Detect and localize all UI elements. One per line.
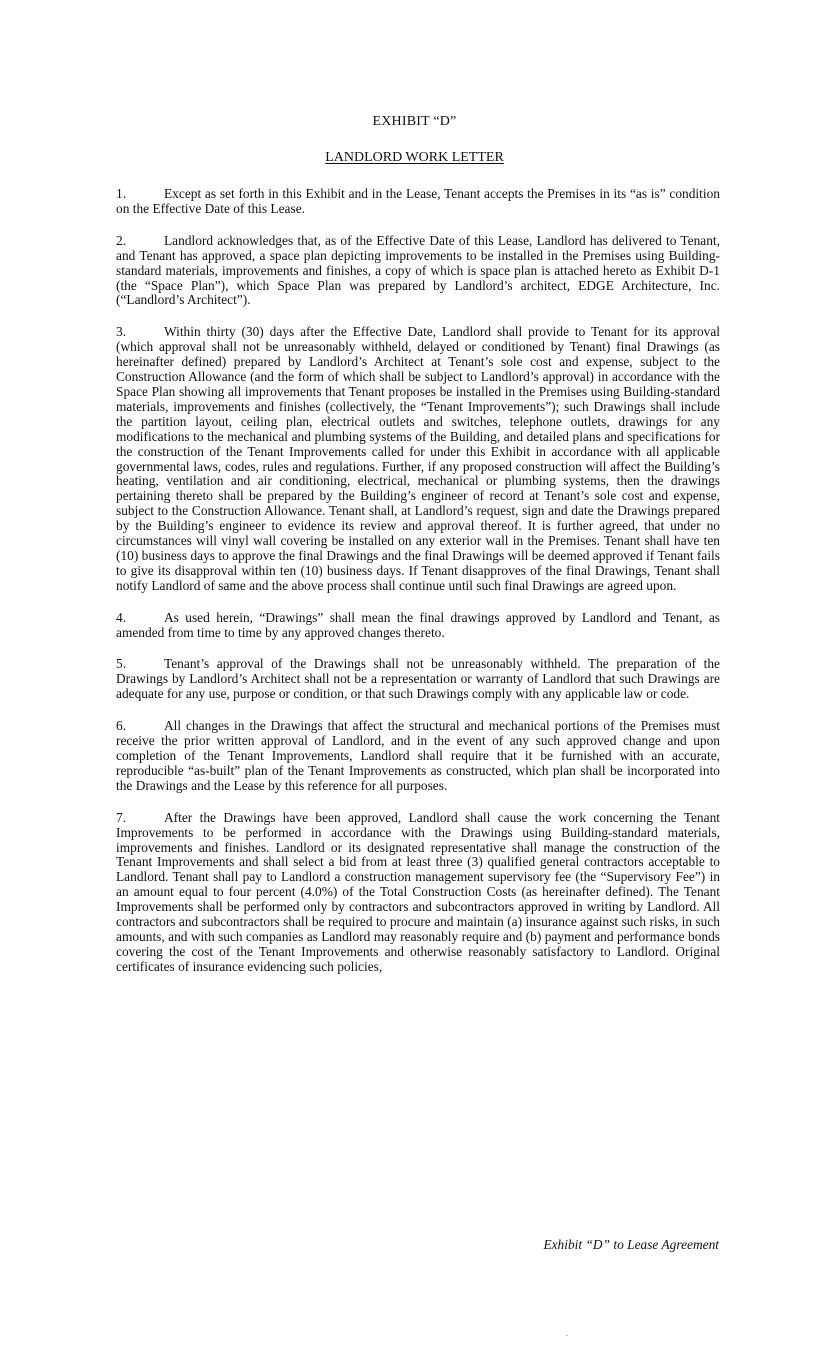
paragraph-text: All changes in the Drawings that affect the structural and mechanical portions of the Premises must receive the prior written approval of Landlord, and in the event of any such approved change and upon completion of the Tenant Improvements, Landlord shall require that it be furnished with an accurate, reproducible “as-built” plan of the Tenant Improvements as constructed, which plan shall be incorporated into the Drawings and the Lease by this reference for all purposes. bbox=[116, 718, 720, 793]
paragraph-4 bbox=[116, 611, 720, 641]
document-subtitle bbox=[0, 150, 829, 166]
scan-speck bbox=[566, 1335, 568, 1336]
paragraph-text: Except as set forth in this Exhibit and in the Lease, Tenant accepts the Premises in its “as is” condition on the Effective Date of this Lease. bbox=[116, 186, 720, 216]
paragraph-3 bbox=[116, 325, 720, 593]
paragraph-number: 7. bbox=[116, 809, 127, 825]
paragraph-5 bbox=[116, 657, 720, 702]
paragraph-text: Tenant’s approval of the Drawings shall not be unreasonably withheld. The preparation of the Drawings by Landlord’s Architect shall not be a representation or warranty of Landlord that such Drawings are adequate for any use, purpose or condition, or that such Drawings comply with any applicable law or code. bbox=[116, 656, 720, 702]
paragraph-6 bbox=[116, 719, 720, 794]
paragraph-text: Landlord acknowledges that, as of the Effective Date of this Lease, Landlord has delivered to Tenant, and Tenant has approved, a space plan depicting improvements to be installed in the Premises using Building-standard materials, improvements and finishes, a copy of which is space plan is attached hereto as Exhibit D-1 (the “Space Plan”), which Space Plan was prepared by Landlord’s architect, EDGE Architecture, Inc. (“Landlord’s Architect”). bbox=[116, 232, 720, 308]
paragraph-2 bbox=[116, 234, 720, 309]
document-body bbox=[116, 187, 720, 992]
paragraph-number: 2. bbox=[116, 232, 127, 248]
paragraph-1 bbox=[116, 187, 720, 217]
paragraph-number: 4. bbox=[116, 609, 127, 625]
paragraph-number: 5. bbox=[116, 656, 127, 672]
paragraph-text: As used herein, “Drawings” shall mean the final drawings approved by Landlord and Tenant, as amended from time to time by any approved changes thereto. bbox=[116, 609, 720, 640]
paragraph-number: 1. bbox=[116, 186, 127, 201]
paragraph-number: 3. bbox=[116, 324, 127, 340]
paragraph-7 bbox=[116, 811, 720, 975]
subtitle-text: LANDLORD WORK LETTER bbox=[325, 150, 504, 165]
paragraph-text: After the Drawings have been approved, Landlord shall cause the work concerning the Tenant Improvements to be performed in accordance with the Drawings using Building-standard materials, improvements and finishes. Landlord or its designated representative shall manage the construction of the Tenant Improvements and shall select a bid from at least three (3) qualified general contractors acceptable to Landlord. Tenant shall pay to Landlord a construction management supervisory fee (the “Supervisory Fee”) in an amount equal to four percent (4.0%) of the Total Construction Costs (as hereinafter defined). The Tenant Improvements shall be performed only by contractors and subcontractors approved in writing by Landlord. All contractors and subcontractors shall be required to procure and maintain (a) insurance against such risks, in such amounts, and with such companies as Landlord may reasonably require and (b) payment and performance bonds covering the cost of the Tenant Improvements and otherwise reasonably satisfactory to Landlord. Original certificates of insurance evidencing such policies, bbox=[116, 809, 720, 974]
paragraph-text: Within thirty (30) days after the Effective Date, Landlord shall provide to Tenant for its approval (which approval shall not be unreasonably withheld, delayed or conditioned by Tenant) final Drawings (as hereinafter defined) prepared by Landlord’s Architect at Tenant’s sole cost and expense, subject to the Construction Allowance (and the form of which shall be subject to Landlord’s approval) in accordance with the Space Plan showing all improvements that Tenant proposes be installed in the Premises using Building-standard materials, improvements and finishes (collectively, the “Tenant Improvements”); such Drawings shall include the partition layout, ceiling plan, electrical outlets and switches, telephone outlets, drawings for any modifications to the mechanical and plumbing systems of the Building, and detailed plans and specifications for the construction of the Tenant Improvements called for under this Exhibit in accordance with all applicable governmental laws, codes, rules and regulations. Further, if any proposed construction will affect the Building’s heating, ventilation and air conditioning, electrical, mechanical or plumbing systems, then the drawings pertaining thereto shall be prepared by the Building’s engineer of record at Tenant’s sole cost and expense, subject to the Construction Allowance. Tenant shall, at Landlord’s request, sign and date the Drawings prepared by the Building’s engineer to evidence its review and approval thereof. It is further agreed, that under no circumstances will vinyl wall covering be installed on any exterior wall in the Premises. Tenant shall have ten (10) business days to approve the final Drawings and the final Drawings will be deemed approved if Tenant fails to give its disapproval within ten (10) business days. If Tenant disapproves of the final Drawings, Tenant shall notify Landlord of same and the above process shall continue until such final Drawings are agreed upon. bbox=[116, 324, 720, 593]
page-footer: Exhibit “D” to Lease Agreement bbox=[543, 1237, 719, 1252]
paragraph-number: 6. bbox=[116, 718, 127, 734]
exhibit-title: EXHIBIT “D” bbox=[372, 114, 457, 129]
